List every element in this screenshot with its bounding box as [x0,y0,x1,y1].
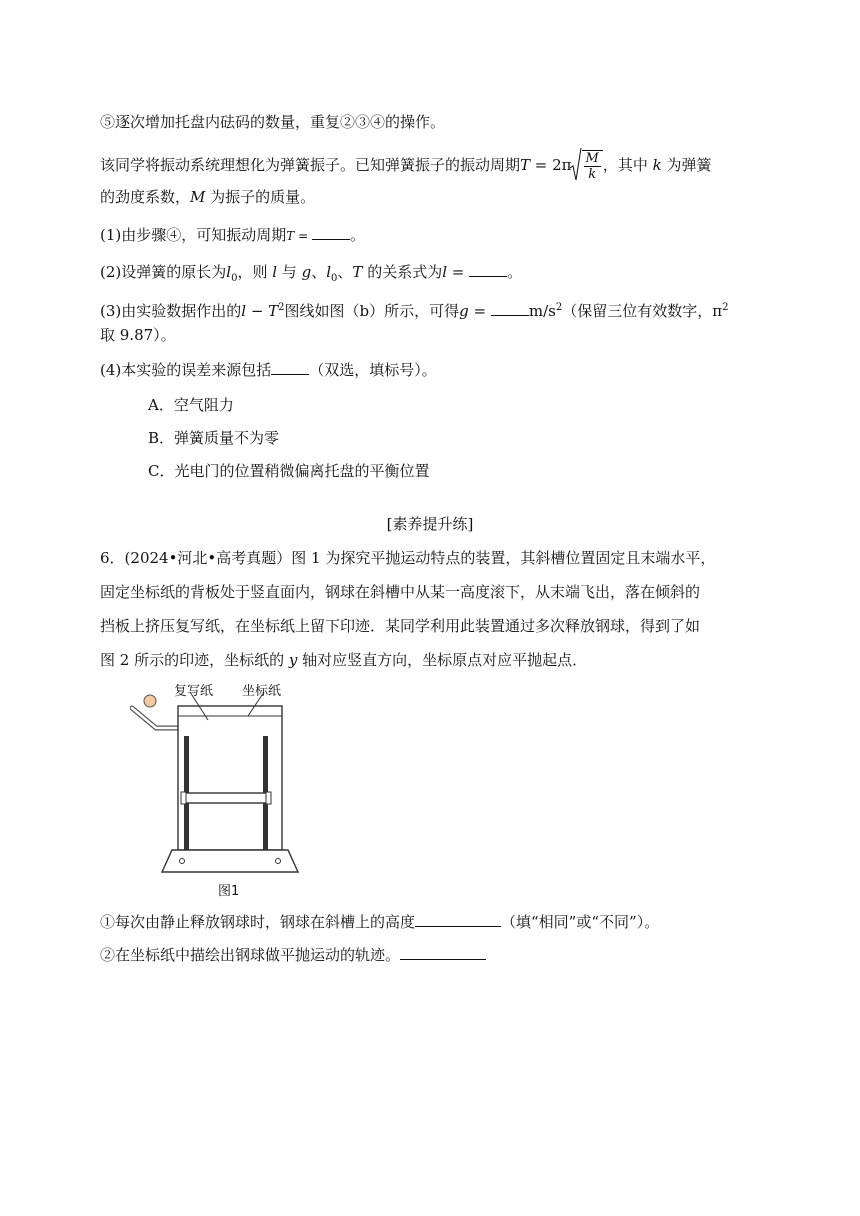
section-title: [素养提升练] [386,515,474,533]
answer-blank-l[interactable] [469,262,507,277]
question-1: (1)由步骤④，可知振动周期T = 。 [100,226,365,244]
sub-question-2: ②在坐标纸中描绘出钢球做平抛运动的轨迹。 [100,945,486,965]
q6-line-1: 6．(2024•河北•高考真题）图 1 为探究平抛运动特点的装置，其斜槽位置固定且末端水平， [100,549,716,567]
answer-blank-g[interactable] [491,301,529,316]
figure-1-apparatus [130,680,300,899]
formula-var-T: T [520,156,531,174]
base-plate [162,850,298,872]
q6-line-2: 固定坐标纸的背板处于竖直面内，钢球在斜槽中从某一高度滚下，从末端飞出，落在倾斜的 [100,583,701,601]
step5-text: ⑤逐次增加托盘内砝码的数量，重复②③④的操作。 [100,113,446,131]
label-carbon-paper: 复写纸 [174,684,214,699]
sub-question-1: ①每次由静止释放钢球时，钢球在斜槽上的高度 （填“相同”或“不同”）。 [100,913,660,931]
answer-blank-height[interactable] [415,912,501,927]
answer-blank-error-source[interactable] [271,360,309,375]
question-3-line-2: 取 9.87）。 [100,326,176,344]
intro-line-1: 该同学将振动系统理想化为弹簧振子。已知弹簧振子的振动周期T = 2π $\frac{M}{k}$ ，其中 k 为弹簧 [100,150,712,182]
question-2: (2)设弹簧的原长为$l_0$，则 l 与 g、$l_0$、T 的关系式为l = 。 [100,263,523,284]
apparatus-drawing [130,680,300,895]
figure-caption: 图1 [218,884,240,899]
answer-blank-trajectory[interactable] [400,945,486,960]
option-c: C．光电门的位置稍微偏离托盘的平衡位置 [148,462,430,480]
option-a: A．空气阻力 [148,396,234,414]
intro-text: 该同学将振动系统理想化为弹簧振子。已知弹簧振子的振动周期 [100,156,521,174]
fraction-M-over-k: $\frac{M}{k}$ [585,151,599,182]
answer-blank-T[interactable] [312,225,350,240]
question-4: (4)本实验的误差来源包括 （双选，填标号）。 [100,361,437,379]
inclined-baffle [184,793,268,803]
steel-ball [144,695,156,707]
q6-line-3: 挡板上挤压复写纸，在坐标纸上留下印迹．某同学利用此装置通过多次释放钢球，得到了如 [100,617,701,635]
option-b: B．弹簧质量不为零 [148,429,280,447]
q6-line-4: 图 2 所示的印迹，坐标纸的 y 轴对应竖直方向，坐标原点对应平抛起点． [100,651,588,669]
label-grid-paper: 坐标纸 [242,684,282,699]
question-3: (3)由实验数据作出的$l - T^2$图线如图（b）所示，可得$g = m/s^2$（保留三位有效数字，$\pi^2$ [100,302,729,320]
formula-eq: = 2π [530,156,572,174]
intro-line-2: 的劲度系数，M 为振子的质量。 [100,188,316,206]
sqrt-radical [572,150,603,182]
